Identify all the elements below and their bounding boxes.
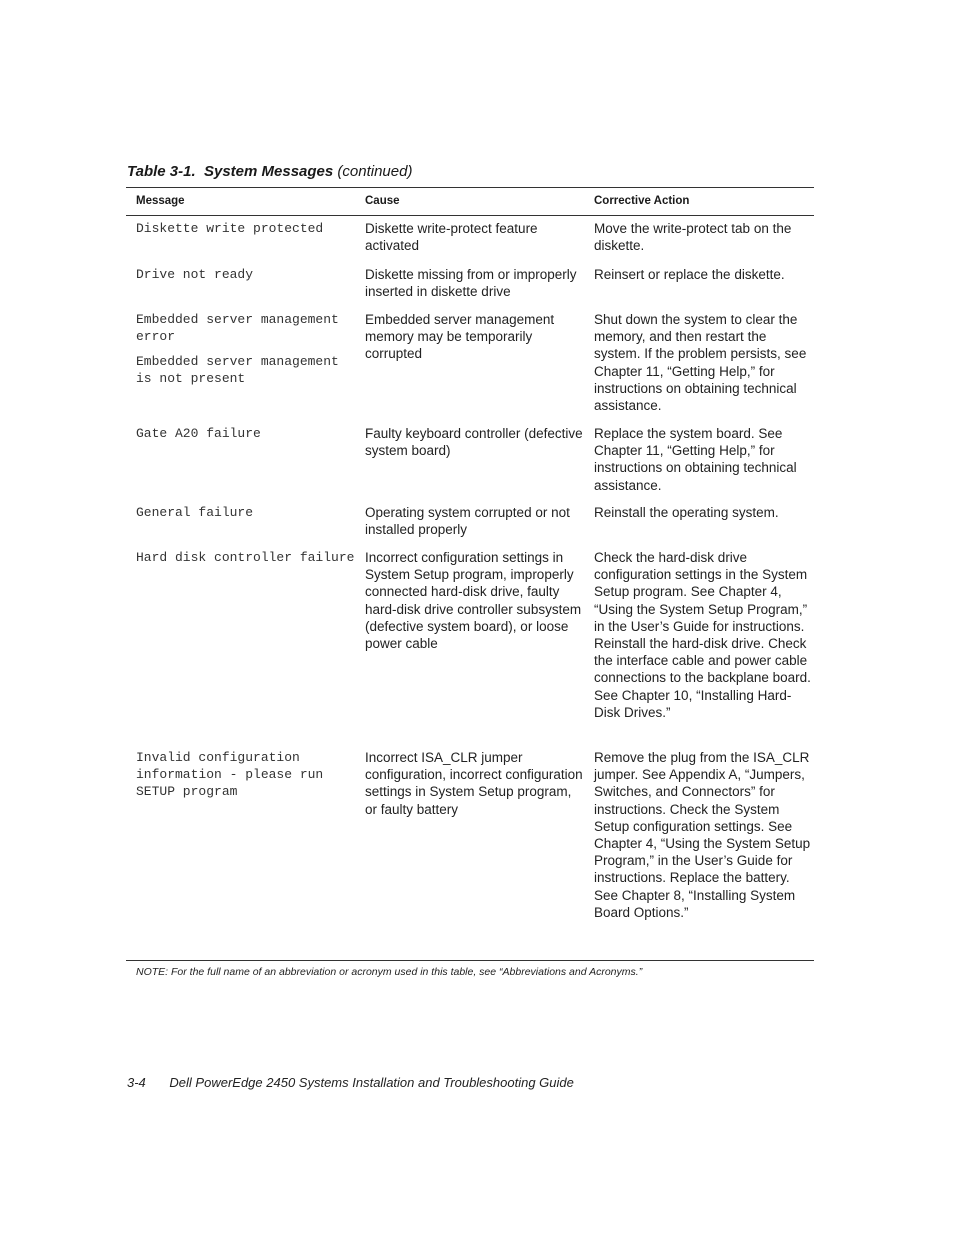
action-cell: Reinsert or replace the diskette.	[594, 267, 785, 282]
message-text: Embedded server management is not present	[136, 354, 339, 386]
cause-cell: Faulty keyboard controller (defective system board)	[365, 426, 583, 459]
action-cell: Shut down the system to clear the memory, and then restart the system. If the problem persists, see Chapter 11, “Getting Help,” for instructions on obtaining technical assistance.	[594, 312, 807, 414]
message-cell	[136, 549, 358, 566]
table-label: Table 3-1.	[127, 163, 196, 180]
action-cell: Replace the system board. See Chapter 11, “Getting Help,” for instructions on obtaining technical assistance.	[594, 426, 797, 493]
cause-cell: Diskette missing from or improperly inserted in diskette drive	[365, 267, 577, 300]
table-header-rule	[126, 215, 814, 216]
message-text: Diskette write protected	[136, 221, 324, 236]
action-cell: Check the hard-disk drive configuration settings in the System Setup program. See Chapter 4, “Using the System Setup Program,” in the User’s Guide for instructions. Reinstall the hard-disk drive. Check the interface cable and power cable connections to the backplane board. See Chapter 10, “Installing Hard-Disk Drives.”	[594, 550, 811, 720]
table-title: System Messages	[203, 163, 334, 180]
cause-cell: Diskette write-protect feature activated	[365, 221, 538, 254]
message-cell	[136, 749, 358, 800]
message-cell	[136, 504, 358, 521]
message-text: Drive not ready	[136, 267, 254, 282]
table-bottom-rule	[126, 960, 814, 961]
cause-cell: Embedded server management memory may be temporarily corrupted	[365, 312, 555, 362]
table-top-rule	[126, 187, 814, 188]
message-text: Embedded server management error	[136, 312, 339, 344]
message-text: Invalid configuration information - please run SETUP program	[136, 750, 324, 799]
action-cell: Move the write-protect tab on the diskette.	[594, 221, 792, 254]
table-continued: (continued)	[337, 163, 413, 180]
document-title: Dell PowerEdge 2450 Systems Installation and Troubleshooting Guide	[169, 1075, 574, 1090]
message-text: General failure	[136, 505, 254, 520]
cause-cell: Incorrect configuration settings in System Setup program, improperly connected hard-disk drive, faulty hard-disk drive controller subsystem (defective system board), or loose power cable	[365, 550, 582, 652]
header-cause: Cause	[365, 195, 400, 207]
page-number: 3-4	[127, 1075, 146, 1090]
message-cell	[136, 425, 358, 442]
table-note: NOTE: For the full name of an abbreviation or acronym used in this table, see “Abbreviations and Acronyms.”	[136, 966, 643, 978]
table-caption	[127, 163, 412, 180]
action-cell: Remove the plug from the ISA_CLR jumper. See Appendix A, “Jumpers, Switches, and Connectors” for instructions. Check the System Setup configuration settings. See Chapter 4, “Using the System Setup Program,” in the User’s Guide for instructions. Replace the battery. See Chapter 8, “Installing System Board Options.”	[594, 750, 811, 920]
message-cell	[136, 266, 358, 283]
message-cell	[136, 220, 358, 237]
cause-cell: Incorrect ISA_CLR jumper configuration, incorrect configuration settings in System Setup program, or faulty battery	[365, 750, 583, 817]
message-cell	[136, 311, 358, 387]
message-text: Hard disk controller failure	[136, 550, 355, 565]
cause-cell: Operating system corrupted or not installed properly	[365, 505, 570, 538]
message-text: Gate A20 failure	[136, 426, 261, 441]
header-corrective-action: Corrective Action	[594, 195, 690, 207]
header-message: Message	[136, 195, 185, 207]
action-cell: Reinstall the operating system.	[594, 505, 779, 520]
page-footer	[127, 1075, 574, 1090]
